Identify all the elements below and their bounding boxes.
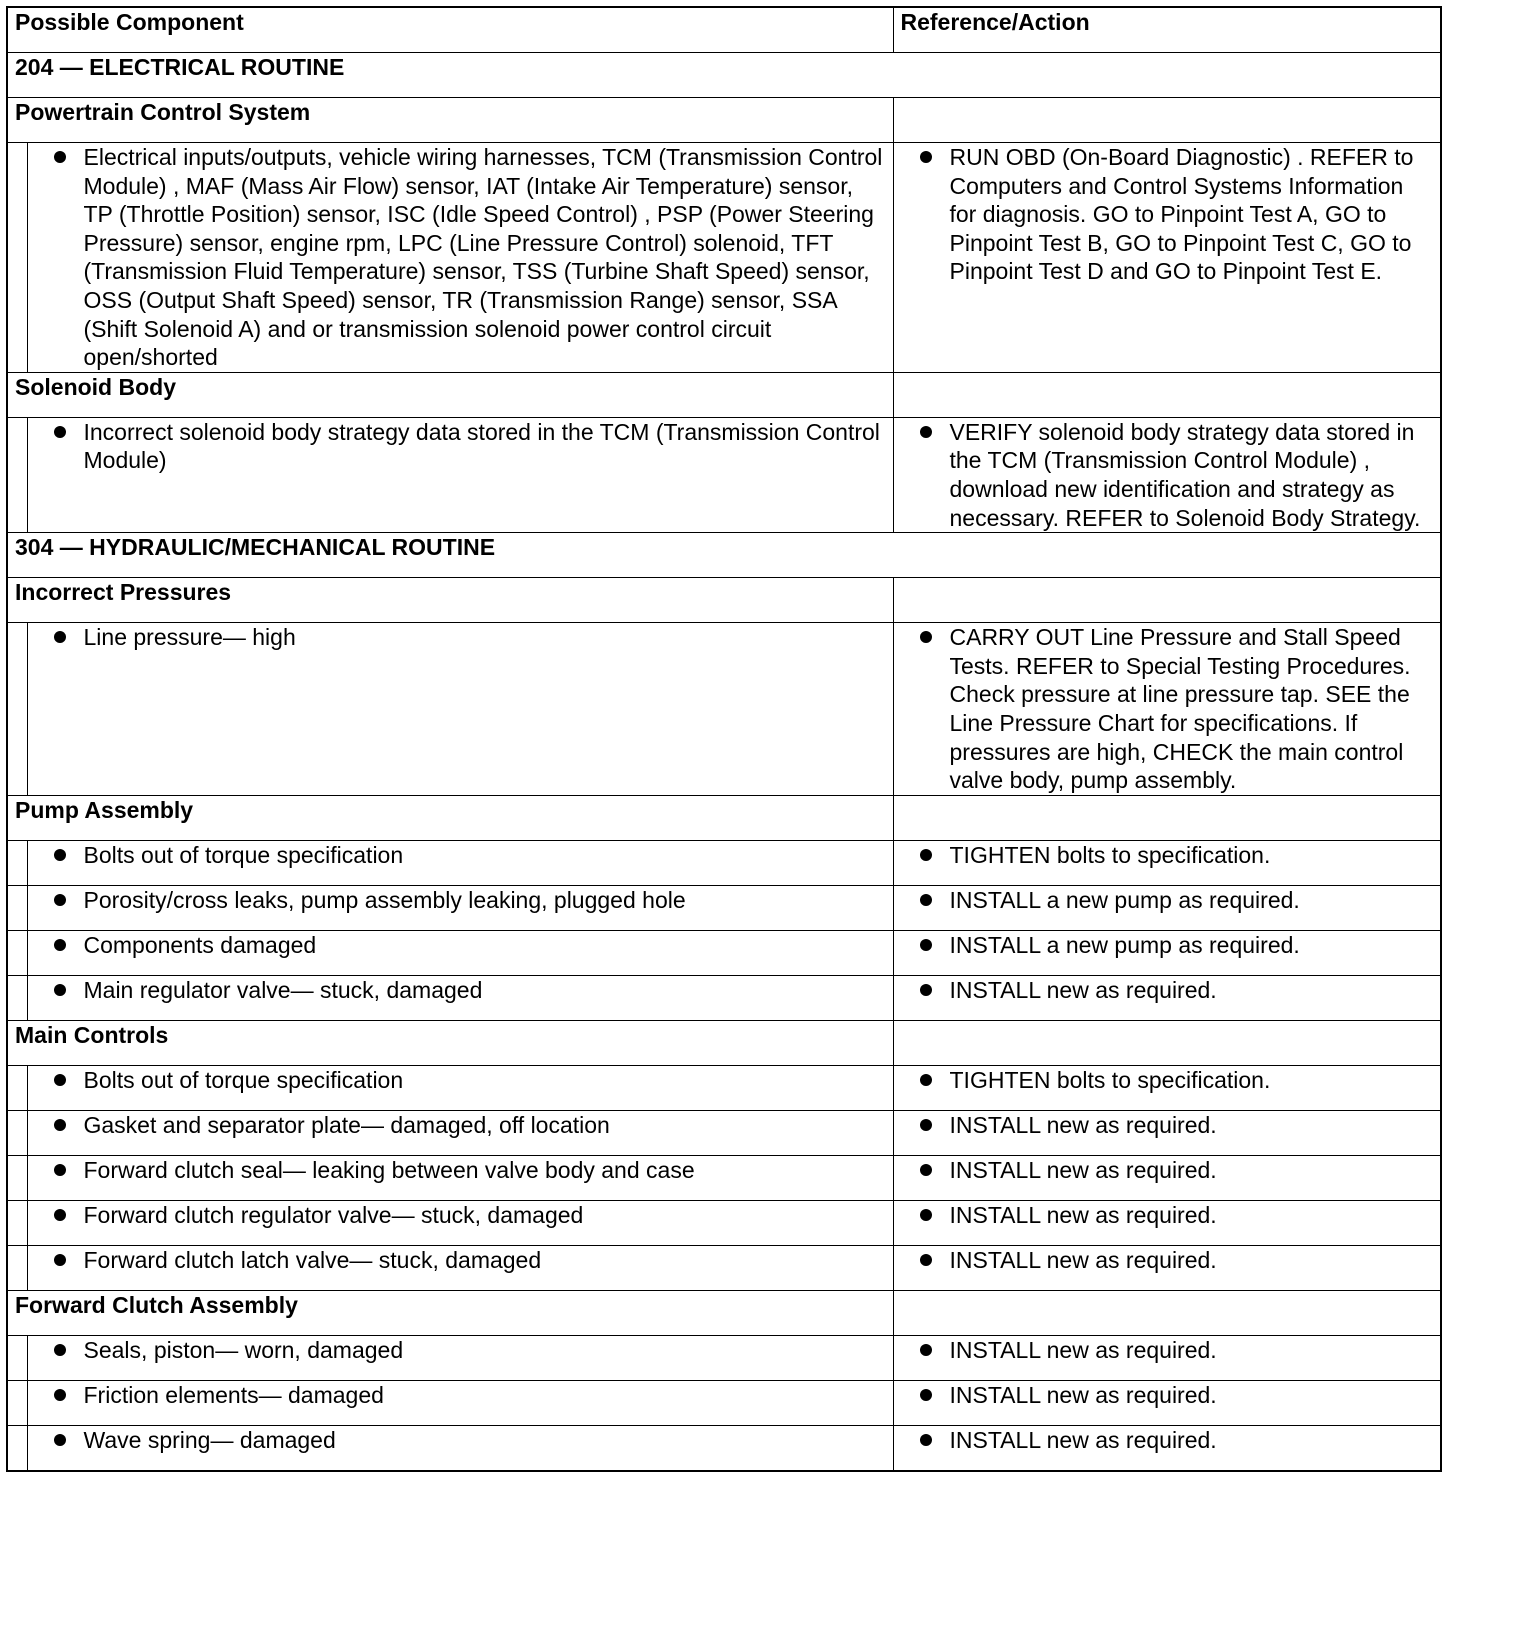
- component-bullet-line: [28, 931, 893, 960]
- bullet-icon: [920, 1209, 932, 1221]
- component-text: Porosity/cross leaks, pump assembly leaking, plugged hole: [83, 886, 686, 913]
- component-bullet-line: [28, 1066, 893, 1095]
- bullet-icon: [920, 631, 932, 643]
- group-title-cell: [7, 795, 893, 840]
- action-cell: [893, 975, 1441, 1020]
- action-text: INSTALL new as required.: [949, 1246, 1217, 1273]
- action-cell: [893, 1425, 1441, 1471]
- action-cell: [893, 143, 1441, 373]
- group-title: Pump Assembly: [15, 796, 194, 823]
- bullet-icon: [920, 984, 932, 996]
- table-row: [7, 1245, 1441, 1290]
- group-row: [7, 1020, 1441, 1065]
- bullet-icon: [920, 1389, 932, 1401]
- group-action-cell: [893, 1020, 1441, 1065]
- routine-row: [7, 53, 1441, 98]
- table-row: [7, 1110, 1441, 1155]
- action-text: INSTALL new as required.: [949, 1381, 1217, 1408]
- table-row: [7, 885, 1441, 930]
- table-row: [7, 1065, 1441, 1110]
- component-bullet-line: [28, 418, 893, 475]
- component-text: Forward clutch regulator valve— stuck, damaged: [83, 1201, 584, 1228]
- component-cell: [27, 885, 893, 930]
- component-cell: [27, 1155, 893, 1200]
- bullet-icon: [920, 849, 932, 861]
- indent-cell: [7, 1155, 27, 1200]
- group-row: [7, 795, 1441, 840]
- group-title: Powertrain Control System: [15, 99, 311, 125]
- table-body: [7, 7, 1441, 1471]
- bullet-icon: [920, 1254, 932, 1266]
- component-cell: [27, 1425, 893, 1471]
- bullet-icon: [54, 894, 66, 906]
- component-text: Bolts out of torque specification: [83, 1066, 404, 1093]
- indent-cell: [7, 1380, 27, 1425]
- component-cell: [27, 840, 893, 885]
- component-text: Incorrect solenoid body strategy data stored in the TCM (Transmission Control Module): [83, 418, 880, 474]
- action-cell: [893, 1110, 1441, 1155]
- action-text: INSTALL new as required.: [949, 1426, 1217, 1453]
- component-cell: [27, 623, 893, 796]
- component-bullet-line: [28, 886, 893, 915]
- component-text: Wave spring— damaged: [83, 1426, 336, 1453]
- component-bullet-line: [28, 1426, 893, 1455]
- component-text: Seals, piston— worn, damaged: [83, 1336, 404, 1363]
- group-title: Main Controls: [15, 1021, 169, 1048]
- indent-cell: [7, 1335, 27, 1380]
- component-text: Forward clutch latch valve— stuck, damaged: [83, 1246, 542, 1273]
- action-bullet-line: [894, 1111, 1441, 1140]
- group-action-cell: [893, 1290, 1441, 1335]
- action-text: TIGHTEN bolts to specification.: [949, 841, 1271, 868]
- group-title-cell: [7, 1020, 893, 1065]
- group-row: [7, 578, 1441, 623]
- bullet-icon: [54, 1119, 66, 1131]
- component-text: Electrical inputs/outputs, vehicle wiring harnesses, TCM (Transmission Control Module) , MAF (Mass Air Flow) sensor, IAT (Intake Air Temperature) sensor, TP (Throttle Position) sensor, ISC (Idle Speed Control) , PSP (Power Steering Pressure) sensor, engine rpm, LPC (Line Pressure Control) solenoid, TFT (Transmission Fluid Temperature) sensor, TSS (Turbine Shaft Speed) sensor, OSS (Output Shaft Speed) sensor, TR (Transmission Range) sensor, SSA (Shift Solenoid A) and or transmission solenoid power control circuit open/shorted: [83, 144, 883, 371]
- group-row: [7, 98, 1441, 143]
- group-action-cell: [893, 795, 1441, 840]
- action-bullet-line: [894, 1246, 1441, 1275]
- action-bullet-line: [894, 886, 1441, 915]
- indent-cell: [7, 1065, 27, 1110]
- component-cell: [27, 975, 893, 1020]
- indent-cell: [7, 1200, 27, 1245]
- action-cell: [893, 930, 1441, 975]
- action-bullet-line: [894, 976, 1441, 1005]
- indent-cell: [7, 623, 27, 796]
- table-row: [7, 930, 1441, 975]
- action-cell: [893, 417, 1441, 532]
- routine-cell: [7, 53, 1441, 98]
- action-bullet-line: [894, 1336, 1441, 1365]
- bullet-icon: [54, 1344, 66, 1356]
- component-cell: [27, 1335, 893, 1380]
- group-title-cell: [7, 1290, 893, 1335]
- table-header-row: [7, 7, 1441, 53]
- bullet-icon: [54, 631, 66, 643]
- action-cell: [893, 1155, 1441, 1200]
- component-bullet-line: [28, 976, 893, 1005]
- indent-cell: [7, 975, 27, 1020]
- action-text: INSTALL new as required.: [949, 1111, 1217, 1138]
- component-text: Main regulator valve— stuck, damaged: [83, 976, 483, 1003]
- table-row: [7, 1425, 1441, 1471]
- action-text: INSTALL new as required.: [949, 976, 1217, 1003]
- indent-cell: [7, 840, 27, 885]
- bullet-icon: [920, 1434, 932, 1446]
- component-bullet-line: [28, 1201, 893, 1230]
- routine-row: [7, 533, 1441, 578]
- bullet-icon: [920, 1119, 932, 1131]
- action-cell: [893, 840, 1441, 885]
- action-cell: [893, 1245, 1441, 1290]
- bullet-icon: [54, 1389, 66, 1401]
- action-bullet-line: [894, 1381, 1441, 1410]
- indent-cell: [7, 885, 27, 930]
- header-cell-action: [893, 7, 1441, 53]
- component-cell: [27, 1065, 893, 1110]
- bullet-icon: [54, 1164, 66, 1176]
- table-row: [7, 417, 1441, 532]
- routine-cell: [7, 533, 1441, 578]
- action-bullet-line: [894, 1426, 1441, 1455]
- bullet-icon: [54, 426, 66, 438]
- action-bullet-line: [894, 1066, 1441, 1095]
- group-title: Forward Clutch Assembly: [15, 1291, 298, 1318]
- bullet-icon: [54, 1209, 66, 1221]
- action-cell: [893, 1380, 1441, 1425]
- component-bullet-line: [28, 1111, 893, 1140]
- component-text: Friction elements— damaged: [83, 1381, 384, 1408]
- table-row: [7, 1335, 1441, 1380]
- action-text: INSTALL new as required.: [949, 1336, 1217, 1363]
- component-bullet-line: [28, 623, 893, 652]
- action-bullet-line: [894, 623, 1441, 795]
- action-cell: [893, 1200, 1441, 1245]
- group-title-cell: [7, 578, 893, 623]
- component-cell: [27, 143, 893, 373]
- bullet-icon: [920, 1344, 932, 1356]
- component-bullet-line: [28, 1156, 893, 1185]
- group-action-cell: [893, 578, 1441, 623]
- group-row: [7, 1290, 1441, 1335]
- action-text: INSTALL new as required.: [949, 1156, 1217, 1183]
- table-row: [7, 1380, 1441, 1425]
- action-cell: [893, 1335, 1441, 1380]
- component-cell: [27, 1110, 893, 1155]
- indent-cell: [7, 1245, 27, 1290]
- action-text: INSTALL new as required.: [949, 1201, 1217, 1228]
- indent-cell: [7, 1110, 27, 1155]
- table-row: [7, 143, 1441, 373]
- bullet-icon: [920, 151, 932, 163]
- group-title-cell: [7, 372, 893, 417]
- bullet-icon: [54, 1254, 66, 1266]
- component-cell: [27, 1380, 893, 1425]
- header-possible-component: Possible Component: [15, 9, 244, 35]
- action-text: TIGHTEN bolts to specification.: [949, 1066, 1271, 1093]
- component-text: Forward clutch seal— leaking between valve body and case: [83, 1156, 695, 1183]
- action-text: INSTALL a new pump as required.: [949, 931, 1300, 958]
- group-action-cell: [893, 372, 1441, 417]
- action-bullet-line: [894, 143, 1441, 286]
- group-title-cell: [7, 98, 893, 143]
- action-text: RUN OBD (On-Board Diagnostic) . REFER to Computers and Control Systems Information for diagnosis. GO to Pinpoint Test A, GO to Pinpoint Test B, GO to Pinpoint Test C, GO to Pinpoint Test D and GO to Pinpoint Test E.: [949, 144, 1414, 285]
- action-bullet-line: [894, 1201, 1441, 1230]
- action-text: VERIFY solenoid body strategy data stored in the TCM (Transmission Control Module) , download new identification and strategy as necessary. REFER to Solenoid Body Strategy.: [949, 418, 1421, 531]
- group-action-cell: [893, 98, 1441, 143]
- bullet-icon: [920, 894, 932, 906]
- routine-title: 304 — HYDRAULIC/MECHANICAL ROUTINE: [15, 534, 496, 561]
- action-cell: [893, 885, 1441, 930]
- header-cell-component: [7, 7, 893, 53]
- group-title: Solenoid Body: [15, 373, 176, 400]
- action-bullet-line: [894, 841, 1441, 870]
- action-text: INSTALL a new pump as required.: [949, 886, 1300, 913]
- bullet-icon: [920, 939, 932, 951]
- header-reference-action: Reference/Action: [900, 9, 1090, 35]
- table-row: [7, 1200, 1441, 1245]
- indent-cell: [7, 1425, 27, 1471]
- group-row: [7, 372, 1441, 417]
- action-cell: [893, 1065, 1441, 1110]
- component-text: Bolts out of torque specification: [83, 841, 404, 868]
- table-row: [7, 1155, 1441, 1200]
- bullet-icon: [54, 984, 66, 996]
- table-row: [7, 840, 1441, 885]
- diagnostic-table: [6, 6, 1442, 1472]
- group-title: Incorrect Pressures: [15, 579, 232, 606]
- indent-cell: [7, 417, 27, 532]
- indent-cell: [7, 930, 27, 975]
- action-cell: [893, 623, 1441, 796]
- component-cell: [27, 1245, 893, 1290]
- bullet-icon: [920, 1164, 932, 1176]
- component-cell: [27, 417, 893, 532]
- bullet-icon: [920, 1074, 932, 1086]
- action-bullet-line: [894, 1156, 1441, 1185]
- action-bullet-line: [894, 418, 1441, 532]
- component-text: Gasket and separator plate— damaged, off location: [83, 1111, 610, 1138]
- indent-cell: [7, 143, 27, 373]
- bullet-icon: [54, 1074, 66, 1086]
- component-bullet-line: [28, 1336, 893, 1365]
- bullet-icon: [54, 939, 66, 951]
- bullet-icon: [54, 849, 66, 861]
- action-text: CARRY OUT Line Pressure and Stall Speed Tests. REFER to Special Testing Procedures. Check pressure at line pressure tap. SEE the Line Pressure Chart for specifications. If pressures are high, CHECK the main control valve body, pump assembly.: [949, 624, 1411, 794]
- component-bullet-line: [28, 1381, 893, 1410]
- component-bullet-line: [28, 841, 893, 870]
- component-bullet-line: [28, 143, 893, 372]
- action-bullet-line: [894, 931, 1441, 960]
- table-row: [7, 975, 1441, 1020]
- bullet-icon: [920, 426, 932, 438]
- bullet-icon: [54, 1434, 66, 1446]
- bullet-icon: [54, 151, 66, 163]
- component-cell: [27, 1200, 893, 1245]
- routine-title: 204 — ELECTRICAL ROUTINE: [15, 54, 345, 80]
- component-text: Line pressure— high: [83, 624, 296, 651]
- component-text: Components damaged: [83, 931, 317, 958]
- component-cell: [27, 930, 893, 975]
- component-bullet-line: [28, 1246, 893, 1275]
- table-row: [7, 623, 1441, 796]
